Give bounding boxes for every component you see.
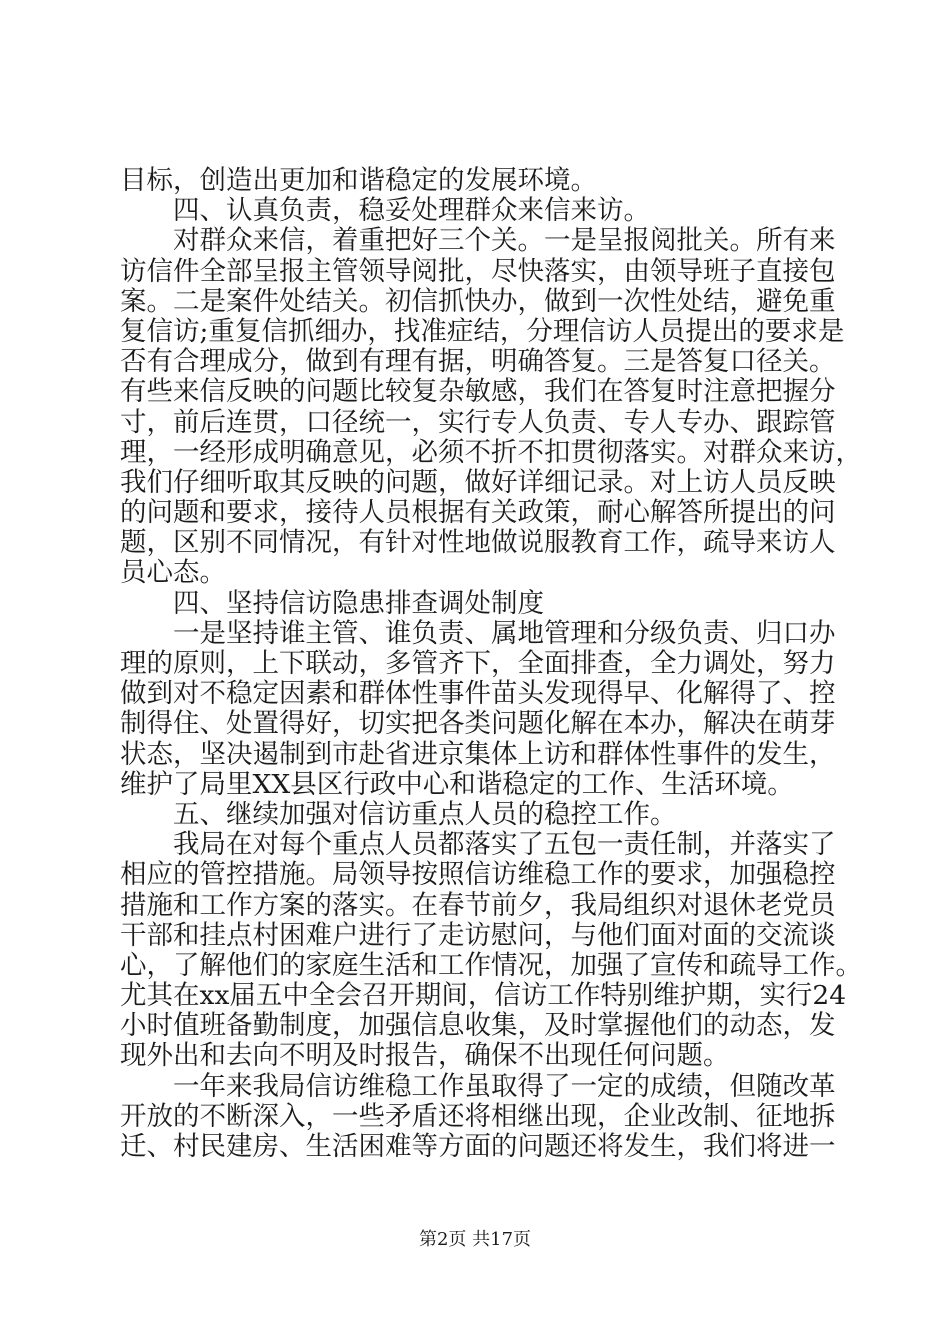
text-line: 维护了局里XX县区行政中心和谐稳定的工作、生活环境。 xyxy=(120,768,794,800)
text-line: 我们仔细听取其反映的问题，做好详细记录。对上访人员反映 xyxy=(120,466,836,498)
text-line: 小时值班备勤制度，加强信息收集，及时掌握他们的动态，发 xyxy=(120,1010,836,1042)
text-line: 相应的管控措施。局领导按照信访维稳工作的要求，加强稳控 xyxy=(120,859,836,891)
text-line: 心，了解他们的家庭生活和工作情况，加强了宣传和疏导工作。 xyxy=(120,949,862,981)
text-line: 尤其在xx届五中全会召开期间，信访工作特别维护期，实行24 xyxy=(120,980,847,1012)
text-line: 案。二是案件处结关。初信抓快办，做到一次性处结，避免重 xyxy=(120,285,836,317)
text-line: 五、继续加强对信访重点人员的稳控工作。 xyxy=(173,798,677,830)
text-line: 四、坚持信访隐患排查调处制度 xyxy=(173,587,544,619)
text-line: 状态，坚决遏制到市赴省进京集体上访和群体性事件的发生， xyxy=(120,738,836,770)
text-line: 措施和工作方案的落实。在春节前夕，我局组织对退休老党员 xyxy=(120,889,836,921)
text-line: 寸，前后连贯，口径统一，实行专人负责、专人专办、跟踪管 xyxy=(120,406,836,438)
text-line: 开放的不断深入，一些矛盾还将相继出现，企业改制、征地拆 xyxy=(120,1100,836,1132)
text-line: 迁、村民建房、生活困难等方面的问题还将发生，我们将进一 xyxy=(120,1131,836,1162)
page-footer: 第2页 共17页 xyxy=(418,1229,532,1250)
text-line: 四、认真负责，稳妥处理群众来信来访。 xyxy=(173,195,650,227)
text-line: 一年来我局信访维稳工作虽取得了一定的成绩，但随改革 xyxy=(173,1070,836,1102)
text-line: 否有合理成分，做到有理有据，明确答复。三是答复口径关。 xyxy=(120,346,836,378)
text-line: 我局在对每个重点人员都落实了五包一责任制，并落实了 xyxy=(173,829,836,861)
text-line: 干部和挂点村困难户进行了走访慰问，与他们面对面的交流谈 xyxy=(120,919,836,951)
text-line: 复信访;重复信抓细办，找准症结，分理信访人员提出的要求是 xyxy=(120,315,845,347)
text-line: 员心态。 xyxy=(120,557,226,589)
text-line: 对群众来信，着重把好三个关。一是呈报阅批关。所有来 xyxy=(173,225,836,257)
text-line: 现外出和去向不明及时报告，确保不出现任何问题。 xyxy=(120,1040,730,1072)
text-line: 访信件全部呈报主管领导阅批，尽快落实，由领导班子直接包 xyxy=(120,255,836,287)
text-line: 题，区别不同情况，有针对性地做说服教育工作，疏导来访人 xyxy=(120,527,836,559)
text-line: 制得住、处置得好，切实把各类问题化解在本办，解决在萌芽 xyxy=(120,708,836,740)
text-line: 做到对不稳定因素和群体性事件苗头发现得早、化解得了、控 xyxy=(120,678,836,710)
text-line: 目标，创造出更加和谐稳定的发展环境。 xyxy=(120,165,597,196)
text-line: 理的原则，上下联动，多管齐下，全面排查，全力调处，努力 xyxy=(120,648,836,679)
document-body xyxy=(120,165,862,1162)
text-line: 有些来信反映的问题比较复杂敏感，我们在答复时注意把握分 xyxy=(120,376,836,408)
text-line: 的问题和要求，接待人员根据有关政策，耐心解答所提出的问 xyxy=(120,497,836,529)
text-line: 一是坚持谁主管、谁负责、属地管理和分级负责、归口办 xyxy=(173,617,836,649)
text-line: 理，一经形成明确意见，必须不折不扣贯彻落实。对群众来访， xyxy=(120,436,862,468)
